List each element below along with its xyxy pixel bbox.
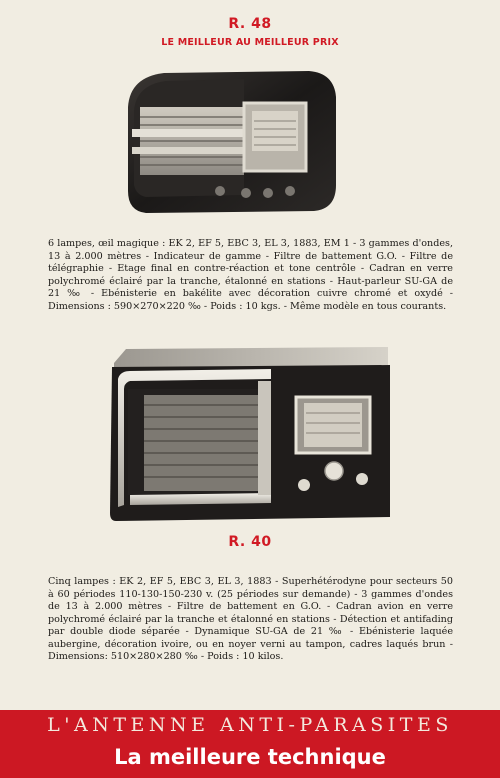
r48-model-title: R. 48 <box>228 16 272 32</box>
slogan-banner-text: La meilleure technique <box>114 745 386 769</box>
r48-description: 6 lampes, œil magique : EK 2, EF 5, EBC 3, EL 3, 1883, EM 1 - 3 gammes d'ondes, 13 à 2.000 mètres - Indicateur de gamme - Filtre de battement G.O. - Filtre de télégraphie - Etage final en contre-réaction et tone centrôle - Cadran en verre polychromé éclairé par la tranche, étalonné en stations - Haut-parleur SU-GA de 21 ‰ - Ebénisterie en bakélite avec décoration cuivre chromé et oxydé - Dimensions : 590×270×220 ‰ - Poids : 10 kgs. - Même modèle en tous courants. <box>48 238 453 312</box>
antenna-banner-text: L'ANTENNE ANTI-PARASITES <box>47 714 453 736</box>
r48-tagline: LE MEILLEUR AU MEILLEUR PRIX <box>161 37 339 48</box>
antenna-banner <box>0 710 500 742</box>
r48-radio-photo <box>124 67 339 222</box>
r40-radio-photo <box>106 345 394 527</box>
slogan-banner <box>0 742 500 778</box>
r40-model-title: R. 40 <box>228 534 272 550</box>
r40-description: Cinq lampes : EK 2, EF 5, EBC 3, EL 3, 1883 - Superhétérodyne pour secteurs 50 à 60 périodes 110-130-150-230 v. (25 périodes sur demande) - 3 gammes d'ondes de 13 à 2.000 mètres - Filtre de battement en G.O. - Cadran avion en verre polychromé éclairé par la tranche et étalonné en stations - Détection et antifading par double diode séparée - Dynamique SU-GA de 21 ‰ - Ebénisterie laquée aubergine, décoration ivoire, ou en noyer verni au tampon, cadres laqués brun - Dimensions: 510×280×280 ‰ - Poids : 10 kilos. <box>48 576 453 662</box>
